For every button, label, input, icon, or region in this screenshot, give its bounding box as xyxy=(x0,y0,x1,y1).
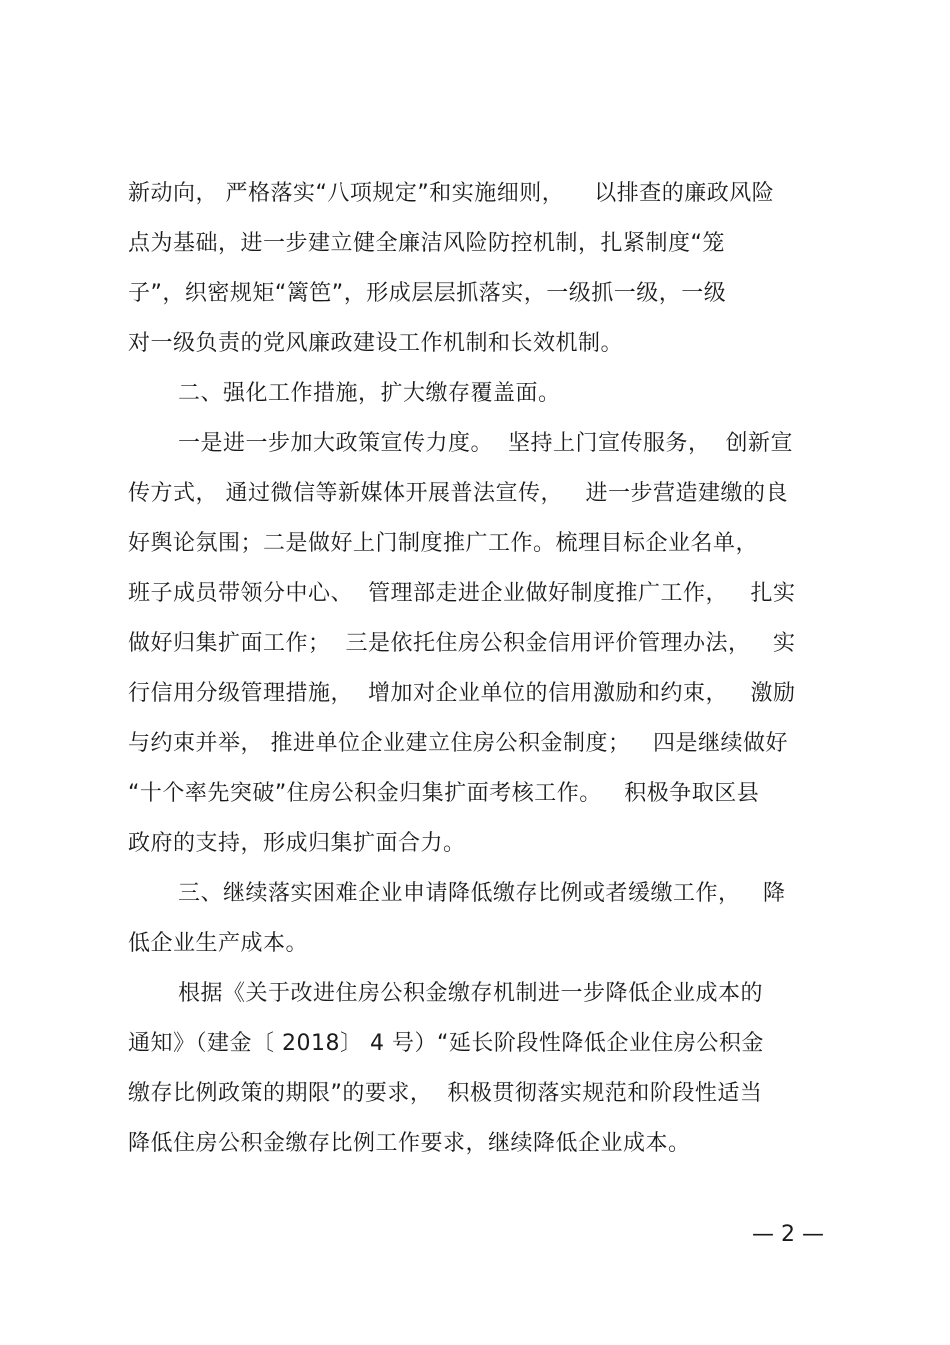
text-line-20: 降低住房公积金缴存比例工作要求，继续降低企业成本。 xyxy=(128,1131,691,1156)
text-line-16: 低企业生产成本。 xyxy=(128,931,309,956)
text-line-14: 政府的支持，形成归集扩面合力。 xyxy=(128,831,466,856)
text-line-12: 与约束并举， 推进单位企业建立住房公积金制度； 四是继续做好 xyxy=(128,731,788,756)
text-line-17: 根据《关于改进住房公积金缴存机制进一步降低企业成本的 xyxy=(178,981,764,1006)
section-heading-2: 二、强化工作措施，扩大缴存覆盖面。 xyxy=(178,381,561,406)
text-line-6: 一是进一步加大政策宣传力度。 坚持上门宣传服务， 创新宣 xyxy=(178,431,793,456)
text-line-9: 班子成员带领分中心、 管理部走进企业做好制度推广工作， 扎实 xyxy=(128,581,796,606)
page-number: — 2 — xyxy=(752,1222,824,1247)
text-line-2: 点为基础，进一步建立健全廉洁风险防控机制，扎紧制度“笼 xyxy=(128,231,725,256)
text-line-3: 子”，织密规矩“篱笆”，形成层层抓落实，一级抓一级，一级 xyxy=(128,281,727,306)
text-line-10: 做好归集扩面工作； 三是依托住房公积金信用评价管理办法， 实 xyxy=(128,631,796,656)
text-line-18: 通知》（建金〔 2018〕 4 号）“延长阶段性降低企业住房公积金 xyxy=(128,1031,764,1056)
text-line-1: 新动向， 严格落实“八项规定”和实施细则， 以排查的廉政风险 xyxy=(128,181,775,206)
text-line-7: 传方式， 通过微信等新媒体开展普法宣传， 进一步营造建缴的良 xyxy=(128,481,788,506)
text-line-11: 行信用分级管理措施， 增加对企业单位的信用激励和约束， 激励 xyxy=(128,681,796,706)
text-line-8: 好舆论氛围；二是做好上门制度推广工作。梳理目标企业名单， xyxy=(128,531,759,556)
text-line-19: 缴存比例政策的期限”的要求， 积极贯彻落实规范和阶段性适当 xyxy=(128,1081,763,1106)
section-heading-3: 三、继续落实困难企业申请降低缴存比例或者缓缴工作， 降 xyxy=(178,881,786,906)
text-line-4: 对一级负责的党风廉政建设工作机制和长效机制。 xyxy=(128,331,624,356)
text-line-13: “十个率先突破”住房公积金归集扩面考核工作。 积极争取区县 xyxy=(128,781,760,806)
